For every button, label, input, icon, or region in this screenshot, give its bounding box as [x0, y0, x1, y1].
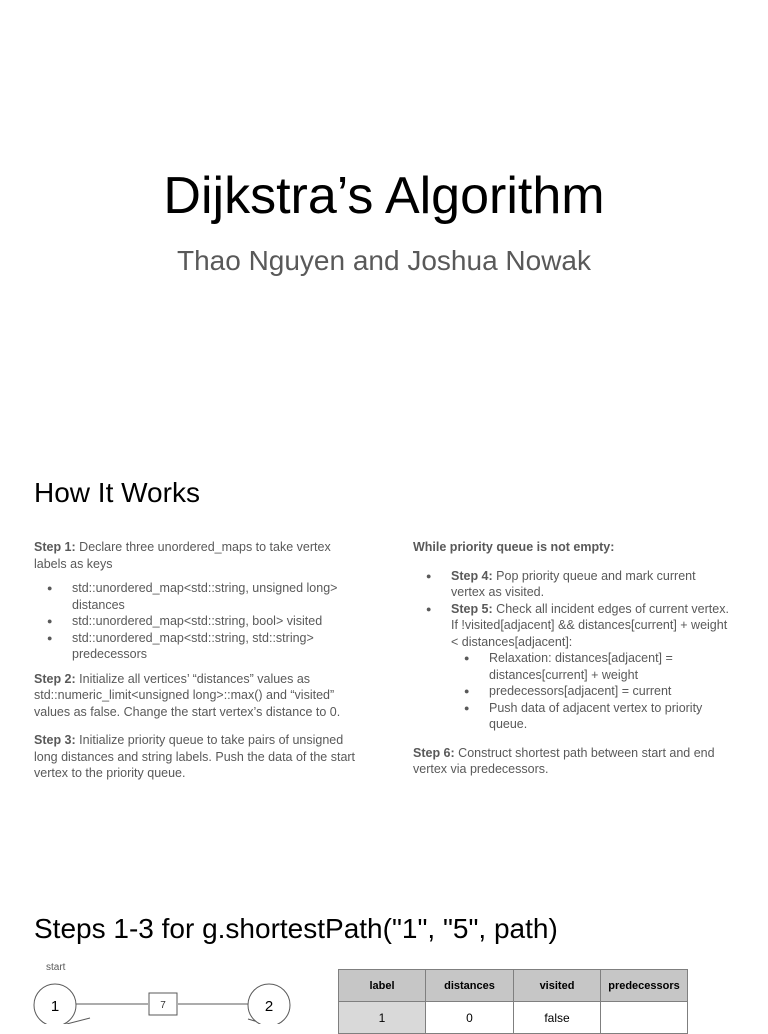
- column-header-visited: visited: [514, 970, 601, 1002]
- step-3-label: Step 3:: [34, 733, 76, 747]
- step-2-label: Step 2:: [34, 671, 76, 686]
- list-item: ● std::unordered_map<std::string, std::string> predecessors: [72, 630, 359, 663]
- step-5-label: Step 5:: [451, 601, 493, 616]
- column-header-predecessors: predecessors: [601, 970, 688, 1002]
- graph-diagram: [30, 955, 310, 1024]
- step-4-text: Pop priority queue and mark current vertex as visited.: [451, 568, 696, 599]
- list-item: ● std::unordered_map<std::string, unsigned long> distances: [72, 580, 359, 613]
- edge-weight-label: 7: [160, 1000, 166, 1011]
- step-6-label: Step 6:: [413, 745, 455, 760]
- loop-heading: [413, 539, 731, 556]
- column-header-distances: distances: [426, 970, 514, 1002]
- table-row: [339, 1002, 688, 1034]
- step-5-text: Check all incident edges of current vertex. If !visited[adjacent] && distances[current] + weight < distances[adjacent]:: [451, 601, 729, 649]
- page-subtitle: Thao Nguyen and Joshua Nowak: [176, 245, 592, 276]
- step-6: [413, 745, 731, 778]
- step-1: [34, 539, 359, 572]
- column-header-label: label: [339, 970, 426, 1002]
- page-title: Dijkstra’s Algorithm: [163, 167, 605, 225]
- step-5-sublist: [451, 650, 731, 733]
- right-column: [413, 539, 731, 778]
- table-cell: 0: [426, 1002, 514, 1034]
- table-cell: [601, 1002, 688, 1034]
- table-cell: 1: [339, 1002, 426, 1034]
- step-3: [34, 732, 359, 782]
- step-1-text: Declare three unordered_maps to take vertex labels as keys: [34, 540, 331, 571]
- loop-steps-list: [413, 568, 731, 733]
- section-heading-steps: Steps 1-3 for g.shortestPath("1", "5", path): [34, 913, 558, 944]
- list-item: ● predecessors[adjacent] = current: [489, 683, 731, 700]
- step-1-label: Step 1:: [34, 540, 76, 554]
- step-3-text: Initialize priority queue to take pairs of unsigned long distances and string labels. Push the data of the start vertex to the priority queue.: [34, 733, 356, 780]
- left-column: [34, 539, 359, 782]
- step-1-list: [34, 580, 359, 663]
- list-item: ● std::unordered_map<std::string, bool> visited: [72, 613, 359, 630]
- step-4: [451, 568, 731, 601]
- section-heading-how-it-works: How It Works: [34, 477, 200, 508]
- start-label: start: [46, 962, 66, 973]
- loop-heading-text: While priority queue is not empty:: [413, 540, 615, 554]
- step-5: [451, 601, 731, 733]
- table-cell: false: [514, 1002, 601, 1034]
- list-item: ● Relaxation: distances[adjacent] = distances[current] + weight: [489, 650, 731, 683]
- graph-node-1-label: 1: [50, 998, 60, 1015]
- list-item: ● Push data of adjacent vertex to priority queue.: [489, 700, 731, 733]
- step-6-text: Construct shortest path between start and end vertex via predecessors.: [413, 745, 715, 776]
- step-2: [34, 671, 359, 721]
- step-2-text: Initialize all vertices’ “distances” values as std::numeric_limit<unsigned long>::max() and “visited” values as false. Change the start vertex’s distance to 0.: [34, 671, 341, 719]
- graph-node-2-label: 2: [264, 998, 274, 1015]
- step-4-label: Step 4:: [451, 568, 493, 583]
- distances-table: [338, 969, 688, 1034]
- table-header-row: [339, 970, 688, 1002]
